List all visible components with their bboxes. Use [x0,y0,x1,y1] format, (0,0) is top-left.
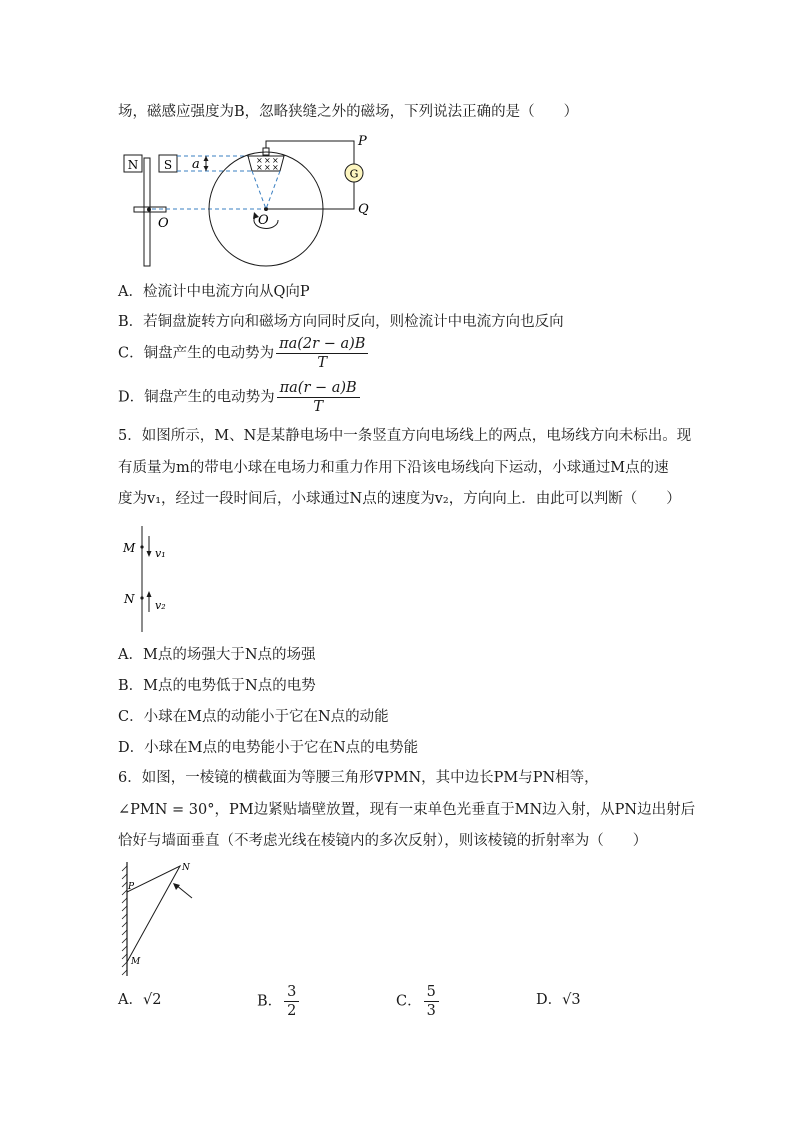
q4-option-c: C．铜盘产生的电动势为 $\frac{\pi a(2r - a)B}{T}$ [118,336,368,371]
magnet-s-label: S [163,158,173,172]
vertex-m-label: M [131,957,141,967]
vertex-n-label: N [182,863,190,873]
svg-text:×: × [272,156,279,165]
magnet-n-label: N [127,158,139,172]
q4-option-d: D．铜盘产生的电动势为 $\frac{\pi a(r - a)B}{T}$ [118,380,360,415]
disk-center-o-label: O [258,213,269,228]
q6-option-d: D．√3 [536,992,581,1008]
vertex-p-label: P [128,882,135,892]
q4-copper-disk-figure [118,130,378,270]
q5-option-a: A．M点的场强大于N点的场强 [118,647,316,663]
q6-option-c: C． $\frac{5}{3}$ [396,984,439,1019]
q5-option-c: C．小球在M点的动能小于它在N点的动能 [118,709,389,725]
q5-stem-line2: 有质量为m的带电小球在电场力和重力作用下沿该电场线向下运动，小球通过M点的速 [118,460,669,476]
terminal-q-label: Q [358,202,369,217]
q6-stem-line3: 恰好与墙面垂直（不考虑光线在棱镜内的多次反射），则该棱镜的折射率为（ ） [118,833,648,849]
point-n-label: N [124,592,135,606]
q5-stem-line1: 5．如图所示，M、N是某静电场中一条竖直方向电场线上的两点，电场线方向未标出。现 [118,428,692,444]
q5-option-b: B．M点的电势低于N点的电势 [118,678,316,694]
q6-prism-figure [118,858,208,980]
v2-label: v₂ [155,599,166,612]
q6-option-a: A．√2 [118,992,162,1008]
q4-option-d-fraction: $\frac{\pi a(r - a)B}{T}$ [277,380,360,415]
prism-triangle [127,866,180,962]
q6-option-c-fraction: $\frac{5}{3}$ [424,984,439,1019]
q4-option-c-fraction: $\frac{\pi a(2r - a)B}{T}$ [276,336,368,371]
q4-option-b: B．若铜盘旋转方向和磁场方向同时反向，则检流计中电流方向也反向 [118,314,564,330]
svg-text:×: × [264,156,271,165]
q5-stem-line3: 度为v₁，经过一段时间后，小球通过N点的速度为v₂，方向向上．由此可以判断（ ） [118,491,681,507]
side-view-o-label: O [158,216,169,231]
q6-option-b-fraction: $\frac{3}{2}$ [284,984,299,1019]
q6-stem-line1: 6．如图，一棱镜的横截面为等腰三角形∇PMN，其中边长PM与PN相等， [118,770,599,786]
q4-option-a: A．检流计中电流方向从Q向P [118,284,310,300]
v1-label: v₁ [155,547,166,560]
gap-a-label: a [192,157,200,172]
terminal-p-label: P [358,134,367,149]
svg-text:×: × [256,156,263,165]
svg-text:×: × [264,163,271,172]
q4-stem-tail: 场，磁感应强度为B，忽略狭缝之外的磁场，下列说法正确的是（ ） [118,104,579,120]
point-m-label: M [123,541,136,555]
svg-text:×: × [256,163,263,172]
q5-field-line-figure [118,524,198,636]
galvanometer-label: G [349,167,359,181]
q6-option-b: B． $\frac{3}{2}$ [257,984,299,1019]
q6-stem-line2: ∠PMN = 30°，PM边紧贴墙壁放置，现有一束单色光垂直于MN边入射，从PN边出射后 [118,802,696,818]
svg-text:×: × [272,163,279,172]
q5-option-d: D．小球在M点的电势能小于它在N点的电势能 [118,740,419,756]
